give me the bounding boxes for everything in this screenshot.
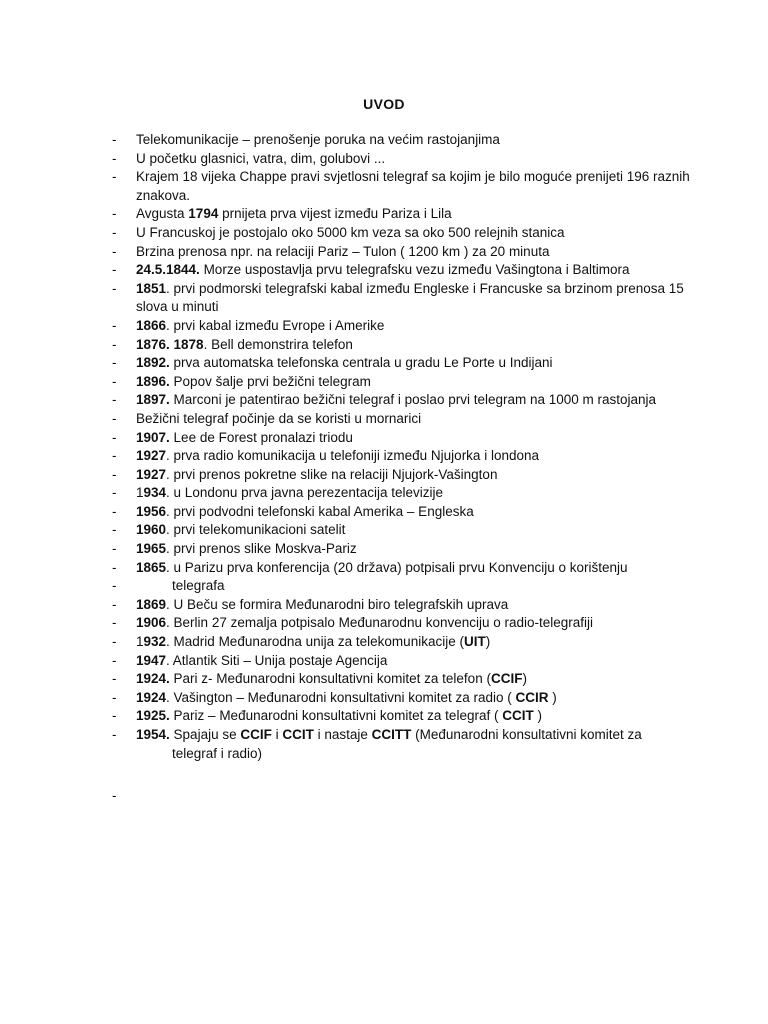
bullet-dash: -	[112, 262, 117, 278]
bullet-dash: -	[112, 243, 117, 259]
item-bold-text: 1869	[136, 596, 167, 612]
item-bold-text: 1876. 1878	[136, 336, 204, 352]
bullet-dash: -	[112, 280, 117, 296]
item-bold-text: 1892.	[136, 355, 170, 371]
bullet-dash: -	[112, 429, 117, 445]
list-item	[110, 596, 710, 615]
list-item	[110, 224, 710, 243]
item-text: Brzina prenosa npr. na relaciji Pariz – Tulon ( 1200 km ) za 20 minuta	[136, 243, 550, 259]
list-item	[110, 540, 710, 559]
bullet-dash: -	[112, 373, 117, 389]
item-text: Morze uspostavlja prvu telegrafsku vezu između Vašingtona i Baltimora	[199, 262, 630, 278]
list-item	[110, 317, 710, 336]
list-item	[110, 150, 710, 169]
item-bold-text: CCIT	[282, 727, 314, 742]
list-item	[110, 336, 710, 355]
list-item	[110, 280, 710, 317]
bullet-list	[110, 131, 710, 763]
item-bold-text: 1954.	[136, 727, 170, 742]
bullet-dash: -	[112, 169, 117, 185]
item-text: 1	[136, 485, 144, 501]
bullet-dash: -	[112, 392, 117, 408]
list-item	[110, 633, 710, 652]
item-bold-text: 1924.	[136, 671, 170, 687]
item-bold-text: 1927	[136, 448, 167, 464]
item-text: . prvi podvodni telefonski kabal Amerika – Engleska	[166, 503, 474, 519]
item-bold-text: 1927	[136, 466, 167, 482]
list-item	[110, 429, 710, 448]
item-text: )	[522, 671, 527, 687]
item-bold-text: 1897.	[136, 392, 170, 408]
item-text: Spajaju se	[169, 727, 241, 742]
bullet-dash: -	[112, 448, 117, 464]
item-text: prnijeta prva vijest između Pariza i Lila	[218, 206, 452, 222]
item-bold-text: CCIT	[502, 708, 534, 724]
item-text: . Atlantik Siti – Unija postaje Agencija	[166, 652, 388, 668]
list-item	[110, 503, 710, 522]
item-bold-text: 1960	[136, 522, 167, 538]
item-text: )	[485, 634, 491, 650]
item-text: prva automatska telefonska centrala u gradu Le Porte u Indijani	[169, 355, 553, 371]
item-continuation: telegraf i radio)	[172, 745, 263, 761]
item-bold-text: 1947	[136, 652, 167, 668]
item-bold-text: UIT	[463, 634, 486, 650]
list-item	[110, 726, 710, 763]
item-text: )	[548, 689, 557, 705]
item-text: . Vašington – Međunarodni konsultativni komitet za radio (	[166, 689, 516, 705]
page-title: UVOD	[363, 96, 405, 112]
list-item	[110, 577, 710, 596]
item-text: Lee de Forest pronalazi triodu	[169, 429, 353, 445]
list-item	[110, 373, 710, 392]
bullet-dash: -	[112, 485, 117, 501]
item-bold-text: 932	[143, 634, 167, 650]
list-item	[110, 670, 710, 689]
item-text: Popov šalje prvi bežični telegram	[169, 373, 371, 389]
item-text: i	[271, 727, 283, 742]
item-text: Pariz – Međunarodni konsultativni komitet za telegraf (	[169, 708, 503, 724]
item-text: Krajem 18 vijeka Chappe pravi svjetlosni telegraf sa kojim je bilo moguće prenijeti 196 raznih znakova.	[136, 169, 690, 203]
list-item	[110, 466, 710, 485]
item-bold-text: 1956	[136, 503, 167, 519]
item-bold-text: 24.5.1844.	[136, 262, 200, 278]
item-text: . Berlin 27 zemalja potpisalo Međunarodnu konvenciju o radio-telegrafiji	[166, 615, 594, 631]
bullet-dash: -	[112, 355, 117, 371]
bullet-dash: -	[112, 522, 117, 538]
list-item	[110, 391, 710, 410]
list-item	[110, 447, 710, 466]
bullet-dash: -	[112, 578, 117, 594]
bullet-dash: -	[112, 689, 117, 705]
item-text: . U Beču se formira Međunarodni biro telegrafskih uprava	[166, 596, 509, 612]
bullet-dash: -	[112, 634, 117, 650]
bullet-dash: -	[112, 336, 117, 352]
item-bold-text: 1866	[136, 317, 167, 333]
bullet-dash: -	[112, 206, 117, 222]
list-item	[110, 354, 710, 373]
item-text: Telekomunikacije – prenošenje poruka na većim rastojanjima	[136, 132, 500, 147]
item-text: . prvi prenos slike Moskva-Pariz	[166, 541, 357, 557]
item-bold-text: 1924	[136, 689, 167, 705]
list-item	[110, 559, 710, 578]
item-bold-text: 1965	[136, 541, 167, 557]
bullet-dash: -	[112, 410, 117, 426]
bullet-dash: -	[112, 652, 117, 668]
item-bold-text: CCIF	[490, 671, 523, 687]
list-item	[110, 168, 710, 205]
item-bold-text: CCITT	[371, 727, 412, 742]
list-item	[110, 131, 710, 150]
item-bold-text: 1865	[136, 559, 167, 575]
bullet-dash: -	[112, 727, 117, 742]
bullet-dash: -	[112, 615, 117, 631]
bullet-dash: -	[112, 317, 117, 333]
item-text: . prva radio komunikacija u telefoniji između Njujorka i londona	[166, 448, 539, 464]
list-item	[110, 243, 710, 262]
item-text: . prvi telekomunikacioni satelit	[166, 522, 346, 538]
bullet-dash: -	[112, 466, 117, 482]
bullet-dash: -	[112, 224, 117, 240]
item-text: U početku glasnici, vatra, dim, golubovi ...	[136, 150, 386, 166]
bullet-dash: -	[112, 708, 117, 724]
list-item	[110, 614, 710, 633]
item-text: (Međunarodni konsultativni komitet za	[411, 727, 642, 742]
item-text: )	[533, 708, 542, 724]
item-bold-text: 934	[143, 485, 167, 501]
item-text: . Bell demonstrira telefon	[203, 336, 353, 352]
list-item	[110, 484, 710, 503]
item-bold-text: 1896.	[136, 373, 170, 389]
trailing-dash: -	[112, 788, 117, 803]
item-text: U Francuskoj je postojalo oko 5000 km veza sa oko 500 relejnih stanica	[136, 224, 565, 240]
item-bold-text: 1906	[136, 615, 167, 631]
item-bold-text: 1794	[188, 206, 219, 222]
list-item	[110, 707, 710, 726]
item-bold-text: CCIR	[515, 689, 549, 705]
bullet-dash: -	[112, 132, 117, 147]
item-continuation: telegrafa	[172, 578, 225, 594]
list-item	[110, 261, 710, 280]
item-text: 1	[136, 634, 144, 650]
bullet-dash: -	[112, 150, 117, 166]
item-bold-text: 1907.	[136, 429, 170, 445]
item-text: Bežični telegraf počinje da se koristi u mornarici	[136, 410, 422, 426]
item-bold-text: 1851	[136, 280, 167, 296]
item-text: . prvi prenos pokretne slike na relaciji Njujork-Vašington	[166, 466, 498, 482]
item-text: . prvi podmorski telegrafski kabal između Engleske i Francuske sa brzinom prenosa 15 slova u minuti	[136, 280, 684, 315]
item-bold-text: 1925.	[136, 708, 170, 724]
item-text: . prvi kabal između Evrope i Amerike	[166, 317, 385, 333]
item-text: . Madrid Međunarodna unija za telekomunikacije (	[166, 634, 464, 650]
bullet-dash: -	[112, 503, 117, 519]
list-item	[110, 410, 710, 429]
list-item	[110, 689, 710, 708]
item-text: . u Parizu prva konferencija (20 država) potpisali prvu Konvenciju o korištenju	[166, 559, 628, 575]
item-text: Pari z- Međunarodni konsultativni komitet za telefon (	[169, 671, 491, 687]
item-text: i nastaje	[313, 727, 372, 742]
item-bold-text: CCIF	[240, 727, 272, 742]
item-text: Marconi je patentirao bežični telegraf i poslao prvi telegram na 1000 m rastojanja	[169, 392, 657, 408]
list-item	[110, 205, 710, 224]
bullet-dash: -	[112, 671, 117, 687]
list-item	[110, 652, 710, 671]
bullet-dash: -	[112, 559, 117, 575]
list-item	[110, 521, 710, 540]
bullet-dash: -	[112, 541, 117, 557]
item-text: Avgusta	[136, 206, 189, 222]
bullet-dash: -	[112, 596, 117, 612]
item-text: . u Londonu prva javna perezentacija televizije	[166, 485, 443, 501]
